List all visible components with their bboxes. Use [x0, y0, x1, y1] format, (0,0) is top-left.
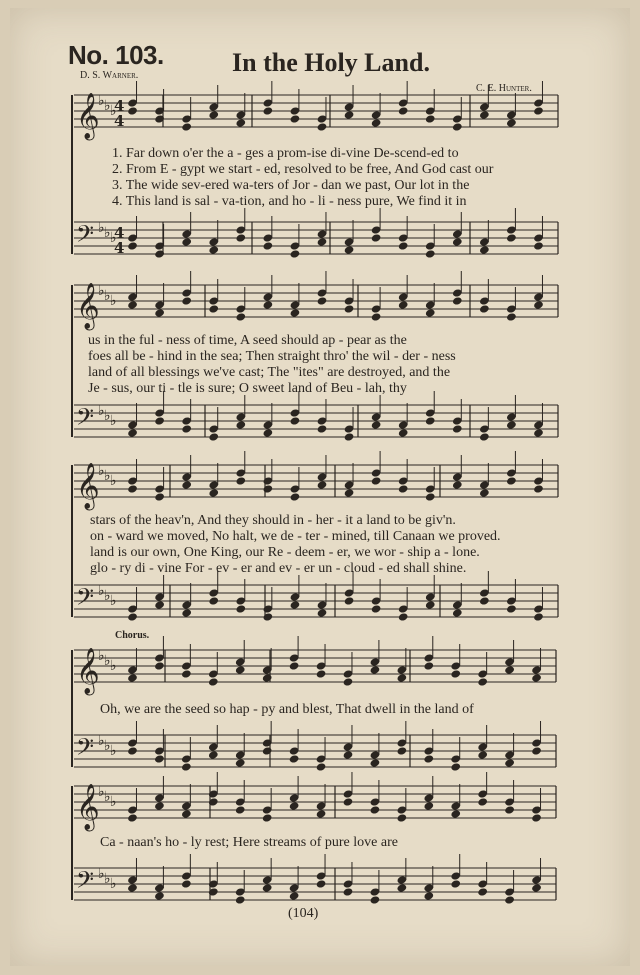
note-head	[208, 110, 219, 119]
flat-sign: ♭	[98, 93, 105, 109]
verse-3-line-1: 3. The wide sev-ered wa-ters of Jor - dan we past, Our lot in the	[112, 178, 470, 193]
note-head	[398, 484, 409, 493]
treble-clef: 𝄞	[76, 93, 100, 139]
treble-clef: 𝄞	[76, 463, 100, 509]
note-head	[343, 887, 354, 896]
flat-sign: ♭	[104, 653, 111, 669]
note-head	[317, 122, 328, 131]
verse-1-line-3: stars of the heav'n, And they should in - her - it a land to be giv'n.	[90, 513, 456, 528]
note-head	[317, 237, 328, 246]
note-head	[506, 312, 517, 321]
note-head	[262, 673, 273, 682]
note-head	[343, 677, 354, 686]
note-head	[127, 106, 138, 115]
note-head	[531, 746, 542, 755]
note-head	[181, 237, 192, 246]
chorus-label: Chorus.	[115, 630, 150, 641]
note-head	[289, 801, 300, 810]
note-head	[290, 308, 301, 317]
note-head	[154, 891, 165, 900]
flat-sign: ♭	[104, 288, 111, 304]
note-head	[154, 661, 165, 670]
note-head	[504, 665, 515, 674]
verse-1-line-2: us in the ful - ness of time, A seed should ap - pear as the	[88, 333, 407, 348]
flat-sign: ♭	[104, 738, 111, 754]
note-head	[533, 241, 544, 250]
note-head	[531, 813, 542, 822]
note-head	[181, 480, 192, 489]
note-head	[262, 241, 273, 250]
note-head	[452, 296, 463, 305]
composer-credit: C. E. Hunter.	[476, 83, 532, 94]
note-head	[371, 233, 382, 242]
note-head	[450, 762, 461, 771]
note-head	[127, 484, 138, 493]
chorus-line-2: Ca - naan's ho - ly rest; Here streams of pure love are	[100, 835, 398, 850]
note-head	[154, 600, 165, 609]
verse-2-line-2: foes all be - hind in the sea; Then straight thro' the wil - der - ness	[88, 349, 456, 364]
note-head	[423, 801, 434, 810]
note-head	[181, 809, 192, 818]
note-head	[425, 600, 436, 609]
note-head	[262, 813, 273, 822]
note-head	[479, 304, 490, 313]
verse-2-line-1: 2. From E - gypt we start - ed, resolved to be free, And God cast our	[112, 162, 494, 177]
note-head	[289, 754, 300, 763]
note-head	[533, 428, 544, 437]
note-head	[479, 488, 490, 497]
note-head	[235, 312, 246, 321]
note-head	[317, 424, 328, 433]
flat-sign: ♭	[110, 413, 117, 429]
note-head	[262, 428, 273, 437]
note-head	[208, 677, 219, 686]
flat-sign: ♭	[98, 220, 105, 236]
note-head	[208, 750, 219, 759]
flat-sign: ♭	[98, 463, 105, 479]
note-head	[127, 883, 138, 892]
note-head	[450, 669, 461, 678]
note-head	[504, 758, 515, 767]
note-head	[262, 746, 273, 755]
note-head	[127, 612, 138, 621]
note-head	[344, 596, 355, 605]
flat-sign: ♭	[110, 103, 117, 119]
note-head	[396, 746, 407, 755]
note-head	[396, 673, 407, 682]
note-head	[154, 801, 165, 810]
note-head	[235, 758, 246, 767]
note-head	[533, 484, 544, 493]
flat-sign: ♭	[110, 230, 117, 246]
page-number: (104)	[288, 906, 319, 921]
note-head	[343, 750, 354, 759]
hymn-title: In the Holy Land.	[232, 48, 430, 77]
note-head	[316, 879, 327, 888]
note-head	[506, 604, 517, 613]
note-head	[208, 432, 219, 441]
note-head	[127, 428, 138, 437]
note-head	[423, 754, 434, 763]
flat-sign: ♭	[98, 403, 105, 419]
note-head	[371, 118, 382, 127]
bass-clef: 𝄢	[76, 583, 95, 616]
note-head	[208, 304, 219, 313]
flat-sign: ♭	[104, 408, 111, 424]
verse-1-line-1: 1. Far down o'er the a - ges a prom-ise di-vine De-scend-ed to	[112, 146, 459, 161]
note-head	[425, 416, 436, 425]
note-head	[181, 879, 192, 888]
time-signature: 4	[114, 224, 125, 242]
note-head	[235, 895, 246, 904]
note-head	[127, 813, 138, 822]
note-head	[181, 608, 192, 617]
note-head	[235, 665, 246, 674]
time-signature: 4	[114, 97, 125, 115]
note-head	[289, 891, 300, 900]
note-head	[235, 805, 246, 814]
flat-sign: ♭	[104, 225, 111, 241]
note-head	[452, 480, 463, 489]
note-head	[262, 883, 273, 892]
note-head	[425, 114, 436, 123]
flat-sign: ♭	[104, 468, 111, 484]
verse-3-line-3: land is our own, One King, our Re - deem - er, we wor - ship a - lone.	[90, 545, 480, 560]
note-head	[531, 673, 542, 682]
note-head	[452, 122, 463, 131]
note-head	[533, 612, 544, 621]
note-head	[317, 296, 328, 305]
flat-sign: ♭	[110, 743, 117, 759]
note-head	[181, 122, 192, 131]
note-head	[181, 424, 192, 433]
verse-3-line-2: land of all blessings we've cast; The "ites" are destroyed, and the	[88, 365, 451, 380]
note-head	[371, 476, 382, 485]
treble-clef: 𝄞	[76, 648, 100, 694]
time-signature: 4	[114, 239, 125, 257]
verse-4-line-1: 4. This land is sal - va-tion, and ho - li - ness pure, We find it in	[112, 194, 467, 209]
note-head	[425, 308, 436, 317]
note-head	[398, 300, 409, 309]
note-head	[423, 891, 434, 900]
note-head	[452, 608, 463, 617]
note-head	[154, 308, 165, 317]
bass-clef: 𝄢	[76, 220, 95, 253]
note-head	[450, 809, 461, 818]
note-head	[506, 476, 517, 485]
time-signature: 4	[114, 112, 125, 130]
note-head	[396, 883, 407, 892]
flat-sign: ♭	[98, 733, 105, 749]
note-head	[479, 596, 490, 605]
bass-clef: 𝄢	[76, 403, 95, 436]
note-head	[181, 669, 192, 678]
flat-sign: ♭	[98, 648, 105, 664]
note-head	[371, 420, 382, 429]
note-head	[370, 895, 381, 904]
note-head	[208, 245, 219, 254]
note-head	[533, 300, 544, 309]
note-head	[262, 106, 273, 115]
note-head	[181, 762, 192, 771]
flat-sign: ♭	[98, 784, 105, 800]
hymn-number: No. 103.	[68, 40, 164, 70]
flat-sign: ♭	[110, 876, 117, 892]
flat-sign: ♭	[104, 871, 111, 887]
note-head	[290, 249, 301, 258]
note-head	[235, 420, 246, 429]
flat-sign: ♭	[104, 588, 111, 604]
flat-sign: ♭	[98, 283, 105, 299]
note-head	[262, 300, 273, 309]
note-head	[154, 416, 165, 425]
note-head	[290, 114, 301, 123]
note-head	[533, 106, 544, 115]
note-head	[317, 480, 328, 489]
note-head	[316, 669, 327, 678]
note-head	[452, 424, 463, 433]
note-head	[504, 895, 515, 904]
flat-sign: ♭	[110, 658, 117, 674]
flat-sign: ♭	[110, 473, 117, 489]
note-head	[506, 233, 517, 242]
note-head	[477, 677, 488, 686]
note-head	[316, 809, 327, 818]
note-head	[235, 604, 246, 613]
note-head	[235, 118, 246, 127]
flat-sign: ♭	[110, 293, 117, 309]
note-head	[262, 612, 273, 621]
note-head	[344, 488, 355, 497]
note-head	[423, 661, 434, 670]
note-head	[262, 484, 273, 493]
note-head	[398, 106, 409, 115]
note-head	[316, 762, 327, 771]
bass-clef: 𝄢	[76, 733, 95, 766]
flat-sign: ♭	[98, 583, 105, 599]
note-head	[452, 237, 463, 246]
note-head	[477, 797, 488, 806]
note-head	[531, 883, 542, 892]
note-head	[154, 492, 165, 501]
note-head	[235, 476, 246, 485]
note-head	[154, 754, 165, 763]
note-head	[344, 304, 355, 313]
verse-4-line-2: Je - sus, our ti - tle is sure; O sweet land of Beu - lah, thy	[88, 381, 407, 396]
note-head	[289, 661, 300, 670]
note-head	[290, 600, 301, 609]
note-head	[479, 432, 490, 441]
verse-4-line-3: glo - ry di - vine For - ev - er and ev - er un - cloud - ed shall shine.	[90, 561, 467, 576]
note-head	[344, 432, 355, 441]
note-head	[506, 420, 517, 429]
note-head	[127, 241, 138, 250]
note-head	[477, 750, 488, 759]
note-head	[425, 249, 436, 258]
flat-sign: ♭	[110, 794, 117, 810]
note-head	[208, 596, 219, 605]
note-head	[344, 110, 355, 119]
note-head	[396, 813, 407, 822]
note-head	[290, 492, 301, 501]
flat-sign: ♭	[98, 866, 105, 882]
treble-clef: 𝄞	[76, 283, 100, 329]
note-head	[398, 612, 409, 621]
note-head	[398, 428, 409, 437]
treble-clef: 𝄞	[76, 784, 100, 830]
note-head	[506, 118, 517, 127]
flat-sign: ♭	[104, 789, 111, 805]
note-head	[127, 300, 138, 309]
note-head	[235, 233, 246, 242]
verse-2-line-3: on - ward we moved, No halt, we de - ter - mined, till Canaan we proved.	[90, 529, 501, 544]
note-head	[208, 488, 219, 497]
flat-sign: ♭	[110, 593, 117, 609]
note-head	[344, 245, 355, 254]
note-head	[398, 241, 409, 250]
note-head	[371, 312, 382, 321]
note-head	[370, 805, 381, 814]
note-head	[425, 492, 436, 501]
note-head	[317, 608, 328, 617]
note-head	[477, 887, 488, 896]
note-head	[127, 673, 138, 682]
note-head	[290, 416, 301, 425]
bass-clef: 𝄢	[76, 866, 95, 899]
note-head	[479, 245, 490, 254]
note-head	[343, 797, 354, 806]
note-head	[450, 879, 461, 888]
note-head	[479, 110, 490, 119]
note-head	[370, 665, 381, 674]
note-head	[181, 296, 192, 305]
flat-sign: ♭	[104, 98, 111, 114]
lyricist-credit: D. S. Warner.	[80, 70, 139, 81]
note-head	[370, 758, 381, 767]
note-head	[371, 604, 382, 613]
note-head	[504, 805, 515, 814]
chorus-line-1: Oh, we are the seed so hap - py and blest, That dwell in the land of	[100, 702, 474, 717]
note-head	[127, 746, 138, 755]
